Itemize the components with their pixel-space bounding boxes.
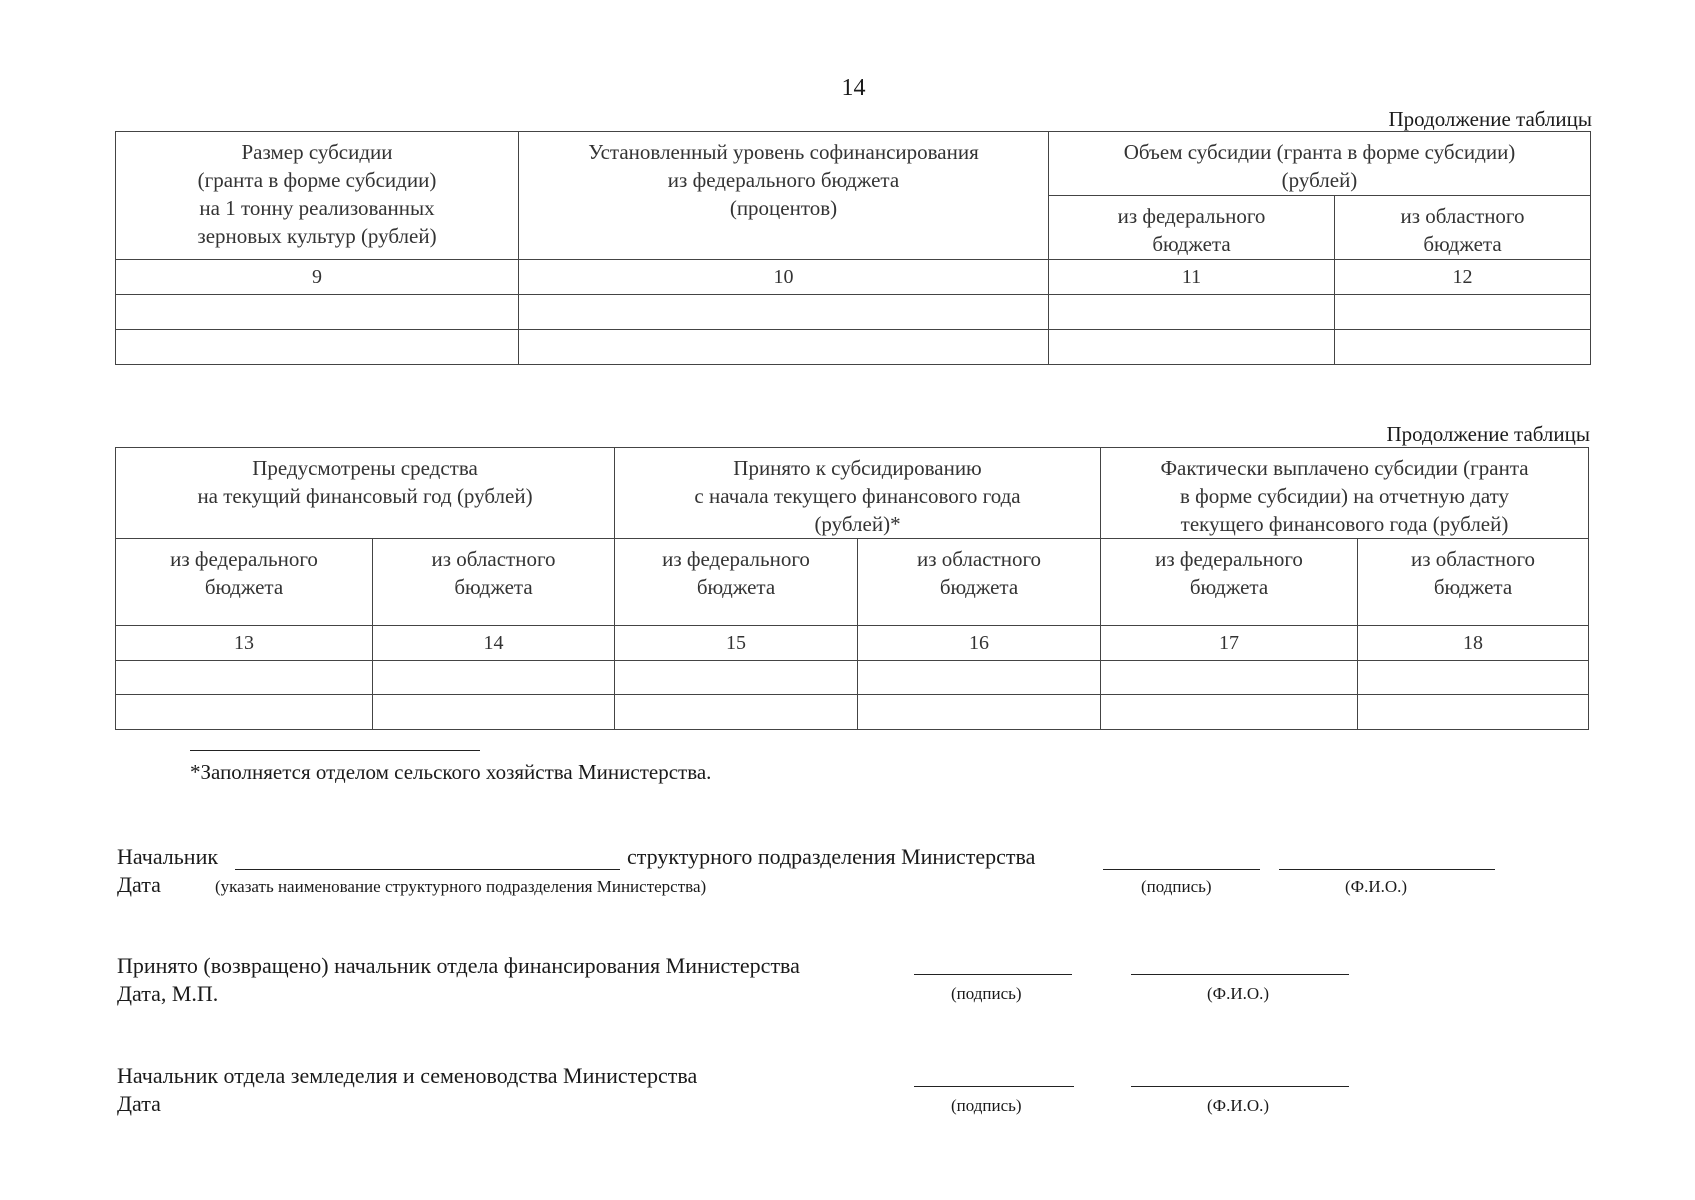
header-regional-budget-text: из областного бюджета [1400, 204, 1525, 256]
empty-cell[interactable] [373, 661, 615, 695]
header-planned-funds [116, 448, 615, 539]
signature-caption: (подпись) [951, 984, 1022, 1003]
footnote: *Заполняется отделом сельского хозяйства Министерства. [190, 760, 712, 784]
fio-line[interactable] [1131, 974, 1349, 975]
column-number: 13 [116, 626, 373, 661]
header-regional-budget-text: из областного бюджета [916, 547, 1042, 599]
empty-cell[interactable] [1101, 661, 1358, 695]
department-name-line[interactable] [235, 869, 620, 870]
column-number: 17 [1101, 626, 1358, 661]
header-regional-budget [373, 539, 615, 626]
column-number: 14 [373, 626, 615, 661]
signature-line[interactable] [914, 974, 1072, 975]
header-cofinancing-level-text: Установленный уровень софинансирования из федерального бюджета (процентов) [588, 140, 979, 220]
signature-caption: (подпись) [951, 1096, 1022, 1115]
empty-cell[interactable] [373, 695, 615, 730]
column-number: 16 [858, 626, 1101, 661]
empty-cell[interactable] [1335, 330, 1591, 365]
continuation-label-2: Продолжение таблицы [1386, 422, 1590, 446]
empty-cell[interactable] [116, 695, 373, 730]
header-subsidy-volume-text: Объем субсидии (гранта в форме субсидии) (рублей) [1123, 140, 1516, 192]
header-accepted-for-subsidy-text: Принято к субсидированию с начала текущего финансового года (рублей)* [694, 456, 1021, 536]
column-number: 15 [615, 626, 858, 661]
header-actually-paid-text: Фактически выплачено субсидии (гранта в форме субсидии) на отчетную дату текущего финансового года (рублей) [1160, 456, 1529, 536]
agriculture-head-label: Начальник отдела земледелия и семеноводства Министерства [117, 1063, 698, 1088]
empty-cell[interactable] [1101, 695, 1358, 730]
column-number: 11 [1049, 260, 1335, 295]
continuation-label-1: Продолжение таблицы [1388, 107, 1592, 131]
header-federal-budget-text: из федерального бюджета [662, 547, 810, 599]
empty-cell[interactable] [1049, 295, 1335, 330]
empty-cell[interactable] [858, 661, 1101, 695]
header-federal-budget [1101, 539, 1358, 626]
header-federal-budget [615, 539, 858, 626]
head-label: Начальник [117, 844, 219, 869]
signature-line[interactable] [1103, 869, 1260, 870]
header-regional-budget [1358, 539, 1589, 626]
header-subsidy-volume [1049, 132, 1591, 196]
department-suffix-label: структурного подразделения Министерства [627, 844, 1036, 869]
empty-cell[interactable] [615, 695, 858, 730]
empty-cell[interactable] [116, 330, 519, 365]
table-row [116, 661, 1589, 695]
date-label: Дата [117, 872, 161, 897]
header-regional-budget-text: из областного бюджета [431, 547, 556, 599]
header-federal-budget-text: из федерального бюджета [1155, 547, 1303, 599]
date-stamp-label: Дата, М.П. [117, 981, 219, 1006]
header-accepted-for-subsidy [615, 448, 1101, 539]
subsidy-table-part-2 [115, 447, 1589, 730]
fio-caption: (Ф.И.О.) [1207, 984, 1270, 1003]
signature-caption: (подпись) [1141, 877, 1212, 896]
finance-head-label: Принято (возвращено) начальник отдела финансирования Министерства [117, 953, 800, 978]
column-number: 9 [116, 260, 519, 295]
empty-cell[interactable] [116, 661, 373, 695]
header-regional-budget [858, 539, 1101, 626]
fio-caption: (Ф.И.О.) [1207, 1096, 1270, 1115]
header-regional-budget-text: из областного бюджета [1410, 547, 1536, 599]
header-subsidy-per-ton-text: Размер субсидии (гранта в форме субсидии) на 1 тонну реализованных зерновых культур (рублей) [197, 140, 437, 248]
table-row [116, 295, 1591, 330]
empty-cell[interactable] [1358, 661, 1589, 695]
column-number: 10 [519, 260, 1049, 295]
footnote-separator [190, 750, 480, 751]
department-hint: (указать наименование структурного подразделения Министерства) [215, 877, 707, 896]
fio-caption: (Ф.И.О.) [1345, 877, 1408, 896]
page-number: 14 [841, 75, 866, 101]
header-actually-paid [1101, 448, 1589, 539]
header-federal-budget-text: из федерального бюджета [1117, 204, 1266, 256]
header-cofinancing-level [519, 132, 1049, 260]
empty-cell[interactable] [1335, 295, 1591, 330]
fio-line[interactable] [1131, 1086, 1349, 1087]
header-subsidy-per-ton [116, 132, 519, 260]
empty-cell[interactable] [1358, 695, 1589, 730]
fio-line[interactable] [1279, 869, 1495, 870]
header-federal-budget [116, 539, 373, 626]
table-row [116, 695, 1589, 730]
header-federal-budget-text: из федерального бюджета [170, 547, 318, 599]
empty-cell[interactable] [858, 695, 1101, 730]
column-number: 12 [1335, 260, 1591, 295]
empty-cell[interactable] [615, 661, 858, 695]
empty-cell[interactable] [519, 295, 1049, 330]
empty-cell[interactable] [116, 295, 519, 330]
header-planned-funds-text: Предусмотрены средства на текущий финансовый год (рублей) [197, 456, 533, 508]
subsidy-table-part-1 [115, 131, 1591, 365]
header-federal-budget [1049, 196, 1335, 260]
column-number: 18 [1358, 626, 1589, 661]
header-regional-budget [1335, 196, 1591, 260]
table-row [116, 330, 1591, 365]
date-label: Дата [117, 1091, 161, 1116]
empty-cell[interactable] [519, 330, 1049, 365]
empty-cell[interactable] [1049, 330, 1335, 365]
signature-line[interactable] [914, 1086, 1074, 1087]
